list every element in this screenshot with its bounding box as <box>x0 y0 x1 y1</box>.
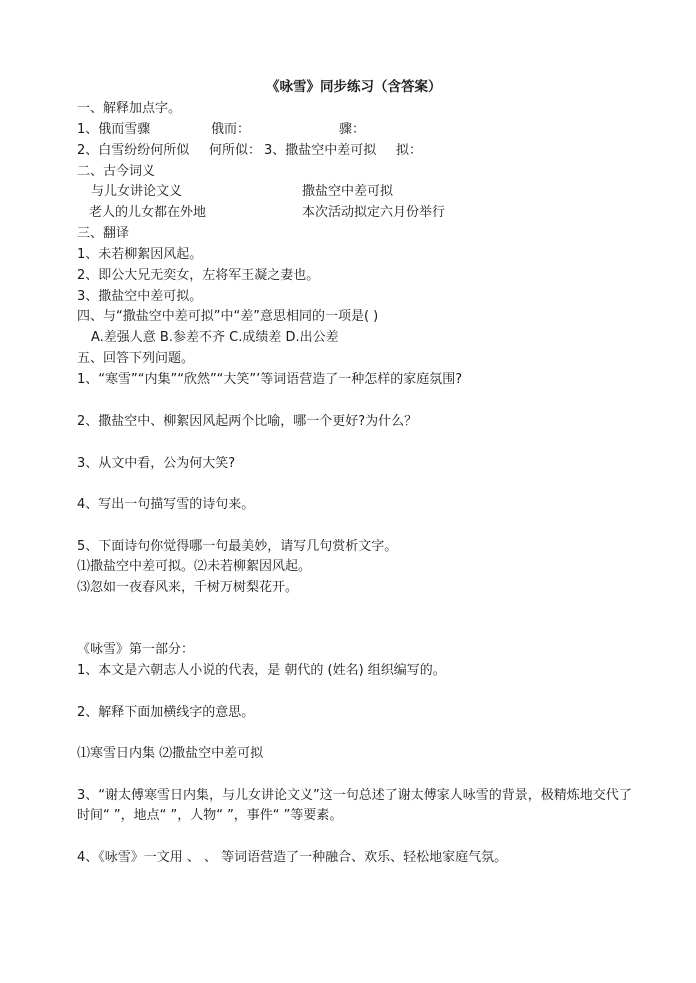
s1-q2-blank: 何所似： <box>209 143 262 158</box>
s2-row1-right: 撒盐空中差可拟 <box>302 184 394 199</box>
s3-item-1: 1、未若柳絮因风起。 <box>77 247 203 262</box>
part1-q2-items: ⑴寒雪日内集 ⑵撒盐空中差可拟 <box>77 746 264 761</box>
part1-q3-line1: 3、“谢太傅寒雪日内集，与儿女讲论文义”这一句总述了谢太傅家人咏雪的背景，极精炼地交代了 <box>77 788 632 803</box>
s5-q4: 4、写出一句描写雪的诗句来。 <box>77 497 255 512</box>
part1-heading: 《咏雪》第一部分： <box>77 642 195 657</box>
s2-row2-left: 老人的儿女都在外地 <box>89 205 207 220</box>
part1-q4: 4、《咏雪》一文用 、 、 等词语营造了一种融合、欢乐、轻松地家庭气氛。 <box>77 850 508 865</box>
s1-q1: 1、俄而雪骤 <box>77 122 151 137</box>
part1-q1: 1、本文是六朝志人小说的代表，是 朝代的 (姓名) 组织编写的。 <box>77 663 446 678</box>
section1-heading: 一、解释加点字。 <box>77 101 182 116</box>
s1-q3-blank: 拟： <box>396 143 423 158</box>
part1-q3-line2: 时间“ ”，地点“ ”，人物“ ”，事件“ ”等要素。 <box>77 808 343 823</box>
s2-row1-left: 与儿女讲论文义 <box>91 184 183 199</box>
section4-question: 四、与“撒盐空中差可拟”中“差”意思相同的一项是( ) <box>77 309 379 324</box>
s5-q2: 2、撒盐空中、柳絮因风起两个比喻，哪一个更好?为什么？ <box>77 414 418 429</box>
s1-q1-blank-b: 骤： <box>339 122 366 137</box>
s5-q5-line1: ⑴撒盐空中差可拟。⑵未若柳絮因风起。 <box>77 559 312 574</box>
section2-heading: 二、古今词义 <box>77 164 156 179</box>
s5-q5: 5、下面诗句你觉得哪一句最美妙，请写几句赏析文字。 <box>77 539 398 554</box>
section4-options: A.差强人意 B.参差不齐 C.成绩差 D.出公差 <box>91 330 339 345</box>
part1-q2: 2、解释下面加横线字的意思。 <box>77 705 255 720</box>
s5-q1: 1、“寒雪”“内集”“欣然”“大笑”’等词语营造了一种怎样的家庭氛围? <box>77 372 463 387</box>
s1-q3: 3、撒盐空中差可拟 <box>264 143 377 158</box>
page-title: 《咏雪》同步练习（含答案） <box>266 79 442 95</box>
s3-item-3: 3、撒盐空中差可拟。 <box>77 289 203 304</box>
s1-q2: 2、白雪纷纷何所似 <box>77 143 190 158</box>
section5-heading: 五、回答下列问题。 <box>77 351 195 366</box>
s1-q1-blank-a: 俄而： <box>211 122 251 137</box>
s5-q5-line2: ⑶忽如一夜春风来，千树万树梨花开。 <box>77 580 299 595</box>
s3-item-2: 2、即公大兄无奕女，左将军王凝之妻也。 <box>77 268 320 283</box>
s5-q3: 3、从文中看，公为何大笑? <box>77 456 236 471</box>
s2-row2-right: 本次活动拟定六月份举行 <box>302 205 446 220</box>
section3-heading: 三、翻译 <box>77 226 130 241</box>
